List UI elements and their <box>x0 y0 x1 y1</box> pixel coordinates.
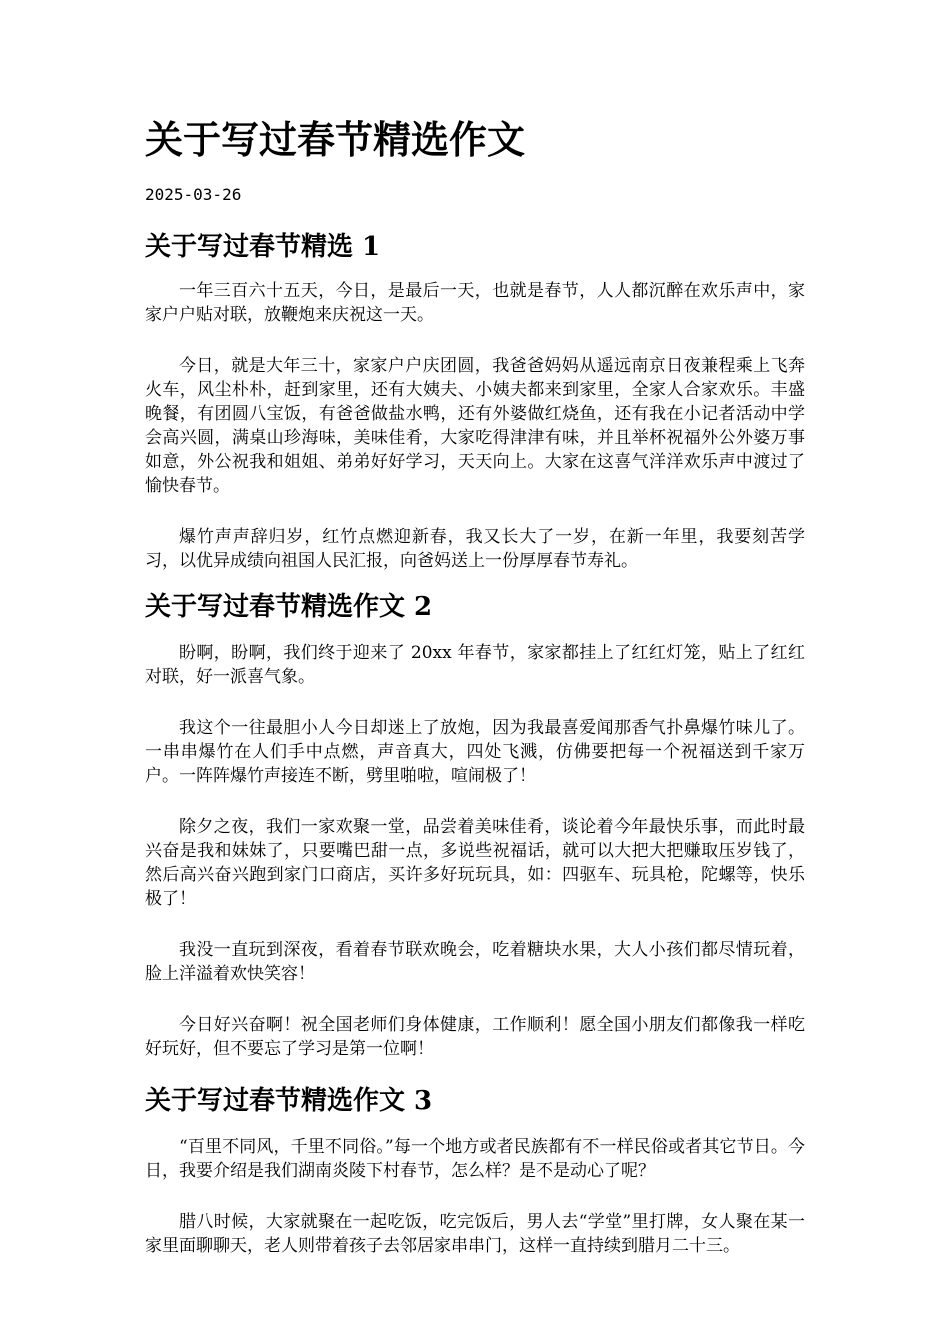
paragraph: 我这个一往最胆小人今日却迷上了放炮，因为我最喜爱闻那香气扑鼻爆竹味儿了。一串串爆竹在人们手中点燃，声音真大，四处飞溅，仿佛要把每一个祝福送到千家万户。一阵阵爆竹声接连不断，劈里啪啦，喧闹极了！ <box>145 718 805 786</box>
paragraph: “百里不同风，千里不同俗。”每一个地方或者民族都有不一样民俗或者其它节日。今日，我要介绍是我们湖南炎陵下村春节，怎么样？是不是动心了呢？ <box>145 1137 805 1181</box>
section-heading: 关于写过春节精选作文 2 <box>145 592 433 622</box>
essay-section-2 <box>145 589 805 1061</box>
paragraph: 爆竹声声辞归岁，红竹点燃迎新春，我又长大了一岁，在新一年里，我要刻苦学习，以优异成绩向祖国人民汇报，向爸妈送上一份厚厚春节寿礼。 <box>145 527 805 571</box>
paragraph: 今日，就是大年三十，家家户户庆团圆，我爸爸妈妈从遥远南京日夜兼程乘上飞奔火车，风尘朴朴，赶到家里，还有大姨夫、小姨夫都来到家里，全家人合家欢乐。丰盛晚餐，有团圆八宝饭，有爸爸做盐水鸭，还有外婆做红烧鱼，还有我在小记者活动中学会高兴圆，满桌山珍海味，美味佳肴，大家吃得津津有味，并且举杯祝福外公外婆万事如意，外公祝我和姐姐、弟弟好好学习，天天向上。大家在这喜气洋洋欢乐声中渡过了愉快春节。 <box>145 356 805 496</box>
document-page <box>145 112 805 1258</box>
document-title: 关于写过春节精选作文 <box>145 117 526 162</box>
paragraph: 一年三百六十五天，今日，是最后一天，也就是春节，人人都沉醉在欢乐声中，家家户户贴对联，放鞭炮来庆祝这一天。 <box>145 281 805 325</box>
paragraph: 除夕之夜，我们一家欢聚一堂，品尝着美味佳肴，谈论着今年最快乐事，而此时最兴奋是我和妹妹了，只要嘴巴甜一点，多说些祝福话，就可以大把大把赚取压岁钱了，然后高兴奋兴跑到家门口商店，买许多好玩玩具，如：四驱车、玩具枪，陀螺等，快乐极了！ <box>145 817 805 909</box>
document-date: 2025-03-26 <box>145 185 242 204</box>
essay-section-1 <box>145 229 805 573</box>
paragraph: 我没一直玩到深夜，看着春节联欢晚会，吃着糖块水果，大人小孩们都尽情玩着，脸上洋溢着欢快笑容！ <box>145 940 805 984</box>
section-heading: 关于写过春节精选 1 <box>145 232 381 262</box>
paragraph: 今日好兴奋啊！祝全国老师们身体健康，工作顺利！愿全国小朋友们都像我一样吃好玩好，但不要忘了学习是第一位啊！ <box>145 1015 805 1059</box>
essay-section-3 <box>145 1083 805 1258</box>
paragraph: 盼啊，盼啊，我们终于迎来了 20xx 年春节，家家都挂上了红红灯笼，贴上了红红对联，好一派喜气象。 <box>145 643 805 687</box>
paragraph: 腊八时候，大家就聚在一起吃饭，吃完饭后，男人去“学堂”里打牌，女人聚在某一家里面聊聊天，老人则带着孩子去邻居家串串门，这样一直持续到腊月二十三。 <box>145 1212 805 1256</box>
section-heading: 关于写过春节精选作文 3 <box>145 1086 433 1116</box>
